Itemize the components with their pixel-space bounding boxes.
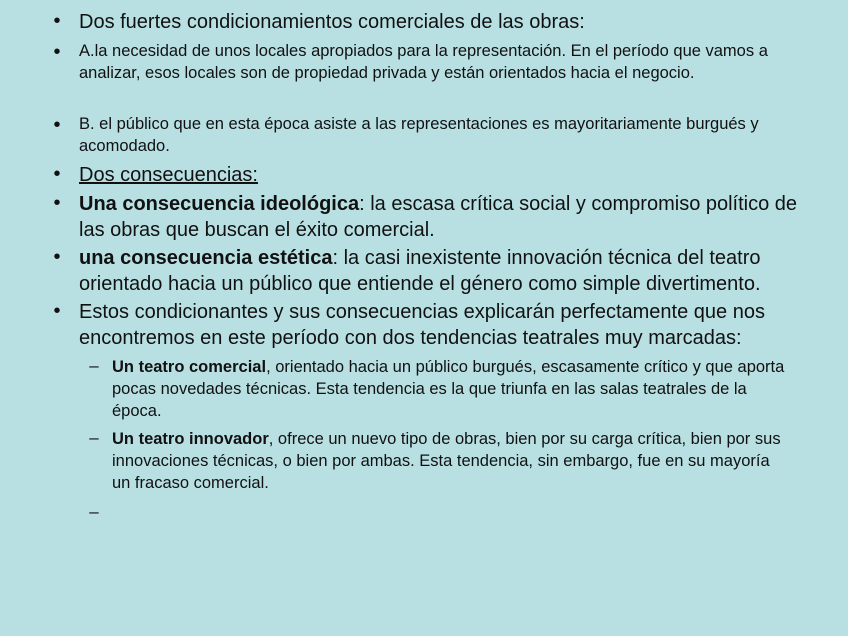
bullet-marker: • [53,300,61,322]
dash-marker: – [89,502,99,521]
bullet-text: Dos fuertes condicionamientos comerciales de las obras: [79,11,585,33]
bullet-marker: • [53,192,61,214]
section-heading: Dos consecuencias: [79,164,258,186]
dash-marker: – [89,428,99,447]
bold-term: Una consecuencia ideológica [79,193,360,215]
bullet-text [79,245,799,297]
sub-item-text-rest: , ofrece un nuevo tipo de obras, bien por su carga crítica, bien por sus innovaciones técnicas, o bien por ambas. Esta tendencia, sin embargo, fue en su mayoría un fracaso comercial. [112,430,781,492]
bold-term: Un teatro innovador [112,430,269,448]
sub-item-text [112,356,792,422]
bullet-text [79,191,799,243]
bullet-marker: • [53,41,61,63]
dash-marker: – [89,356,99,375]
bullet-marker: • [53,114,61,136]
sub-item-text-rest: , orientado hacia un público burgués, escasamente crítico y que aporta pocas novedades técnicas. Esta tendencia es la que triunfa en las salas teatrales de la época. [112,358,785,420]
bullet-text: B. el público que en esta época asiste a las representaciones es mayoritariamente burgués y acomodado. [79,115,759,155]
bold-term: una consecuencia estética [79,247,333,269]
bullet-text: A.la necesidad de unos locales apropiados para la representación. En el período que vamos a analizar, esos locales son de propiedad privada y están orientados hacia el negocio. [79,42,768,82]
sub-item-text [112,428,792,494]
bullet-marker: • [53,10,61,32]
bullet-marker: • [53,246,61,268]
bullet-text: Estos condicionantes y sus consecuencias explicarán perfectamente que nos encontremos en este período con dos tendencias teatrales muy marcadas: [79,301,765,349]
bullet-text-rest: : la escasa crítica social y compromiso político de las obras que buscan el éxito comercial. [79,193,798,241]
bullet-text-rest: : la casi inexistente innovación técnica del teatro orientado hacia un público que entiende el género como simple divertimento. [79,247,761,295]
bold-term: Un teatro comercial [112,358,267,376]
bullet-marker: • [53,163,61,185]
